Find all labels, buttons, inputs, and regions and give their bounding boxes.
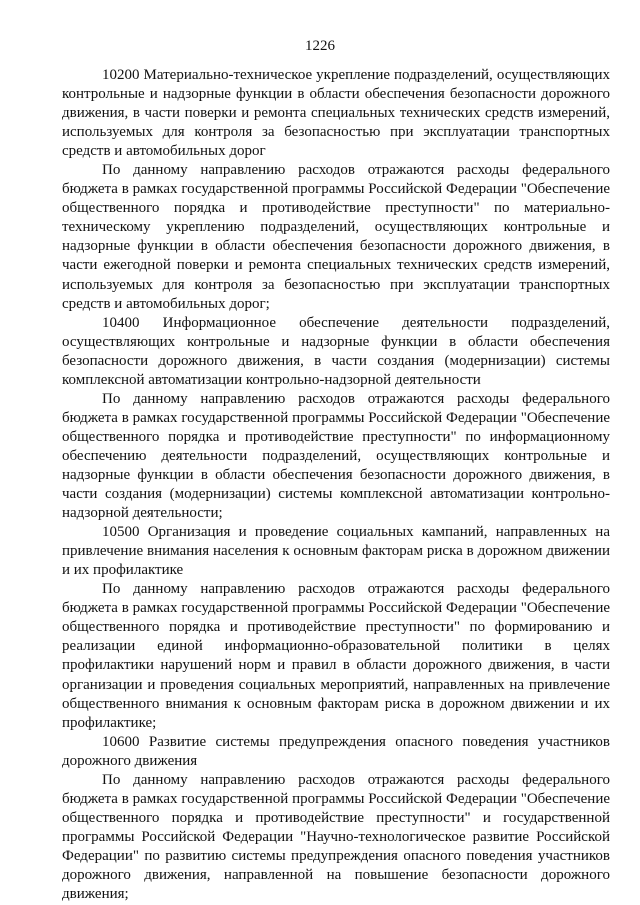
paragraph-10500-heading: 10500 Организация и проведение социальных кампаний, направленных на привлечение внимания населения к основным факторам риска в дорожном движении и их профилактике <box>62 524 610 579</box>
document-body <box>62 66 610 904</box>
paragraph-10200-heading: 10200 Материально-техническое укрепление подразделений, осуществляющих контрольные и надзорные функции в области обеспечения безопасности дорожного движения, в части поверки и ремонта специальных технических средств измерений, используемых для контроля за безопасностью при эксплуатации транспортных средств и автомобильных дорог <box>62 67 610 160</box>
paragraph-10200-description: По данному направлению расходов отражаются расходы федерального бюджета в рамках государственной программы Российской Федерации "Обеспечение общественного порядка и противодействие преступности" по материально-техническому укреплению подразделений, осуществляющих контрольные и надзорные функции в области обеспечения безопасности дорожного движения, в части ежегодной поверки и ремонта специальных технических средств измерений, используемых для контроля за безопасностью при эксплуатации транспортных средств и автомобильных дорог; <box>62 162 610 312</box>
paragraph-10600-heading: 10600 Развитие системы предупреждения опасного поведения участников дорожного движения <box>62 733 610 769</box>
page-number: 1226 <box>305 38 335 54</box>
paragraph-10400-heading: 10400 Информационное обеспечение деятельности подразделений, осуществляющих контрольные и надзорные функции в области обеспечения безопасности дорожного движения, в части создания (модернизации) системы комплексной автоматизации контрольно-надзорной деятельности <box>62 314 610 388</box>
paragraph-10600-description: По данному направлению расходов отражаются расходы федерального бюджета в рамках государственной программы Российской Федерации "Обеспечение общественного порядка и противодействие преступности" и государственной программы Российской Федерации "Научно-технологическое развитие Российской Федерации" по развитию системы предупреждения опасного поведения участников дорожного движения, направленной на повышение безопасности дорожного движения; <box>62 771 610 903</box>
paragraph-10500-description: По данному направлению расходов отражаются расходы федерального бюджета в рамках государственной программы Российской Федерации "Обеспечение общественного порядка и противодействие преступности" по формированию и реализации единой информационно-образовательной политики в целях профилактики нарушений норм и правил в области дорожного движения, в части организации и проведения социальных мероприятий, направленных на привлечение общественного внимания к основным факторам риска в дорожном движении и их профилактике; <box>62 581 610 731</box>
paragraph-10400-description: По данному направлению расходов отражаются расходы федерального бюджета в рамках государственной программы Российской Федерации "Обеспечение общественного порядка и противодействие преступности" по информационному обеспечению деятельности подразделений, осуществляющих контрольные и надзорные функции в области обеспечения безопасности дорожного движения, в части создания (модернизации) системы комплексной автоматизации контрольно-надзорной деятельности; <box>62 390 610 522</box>
